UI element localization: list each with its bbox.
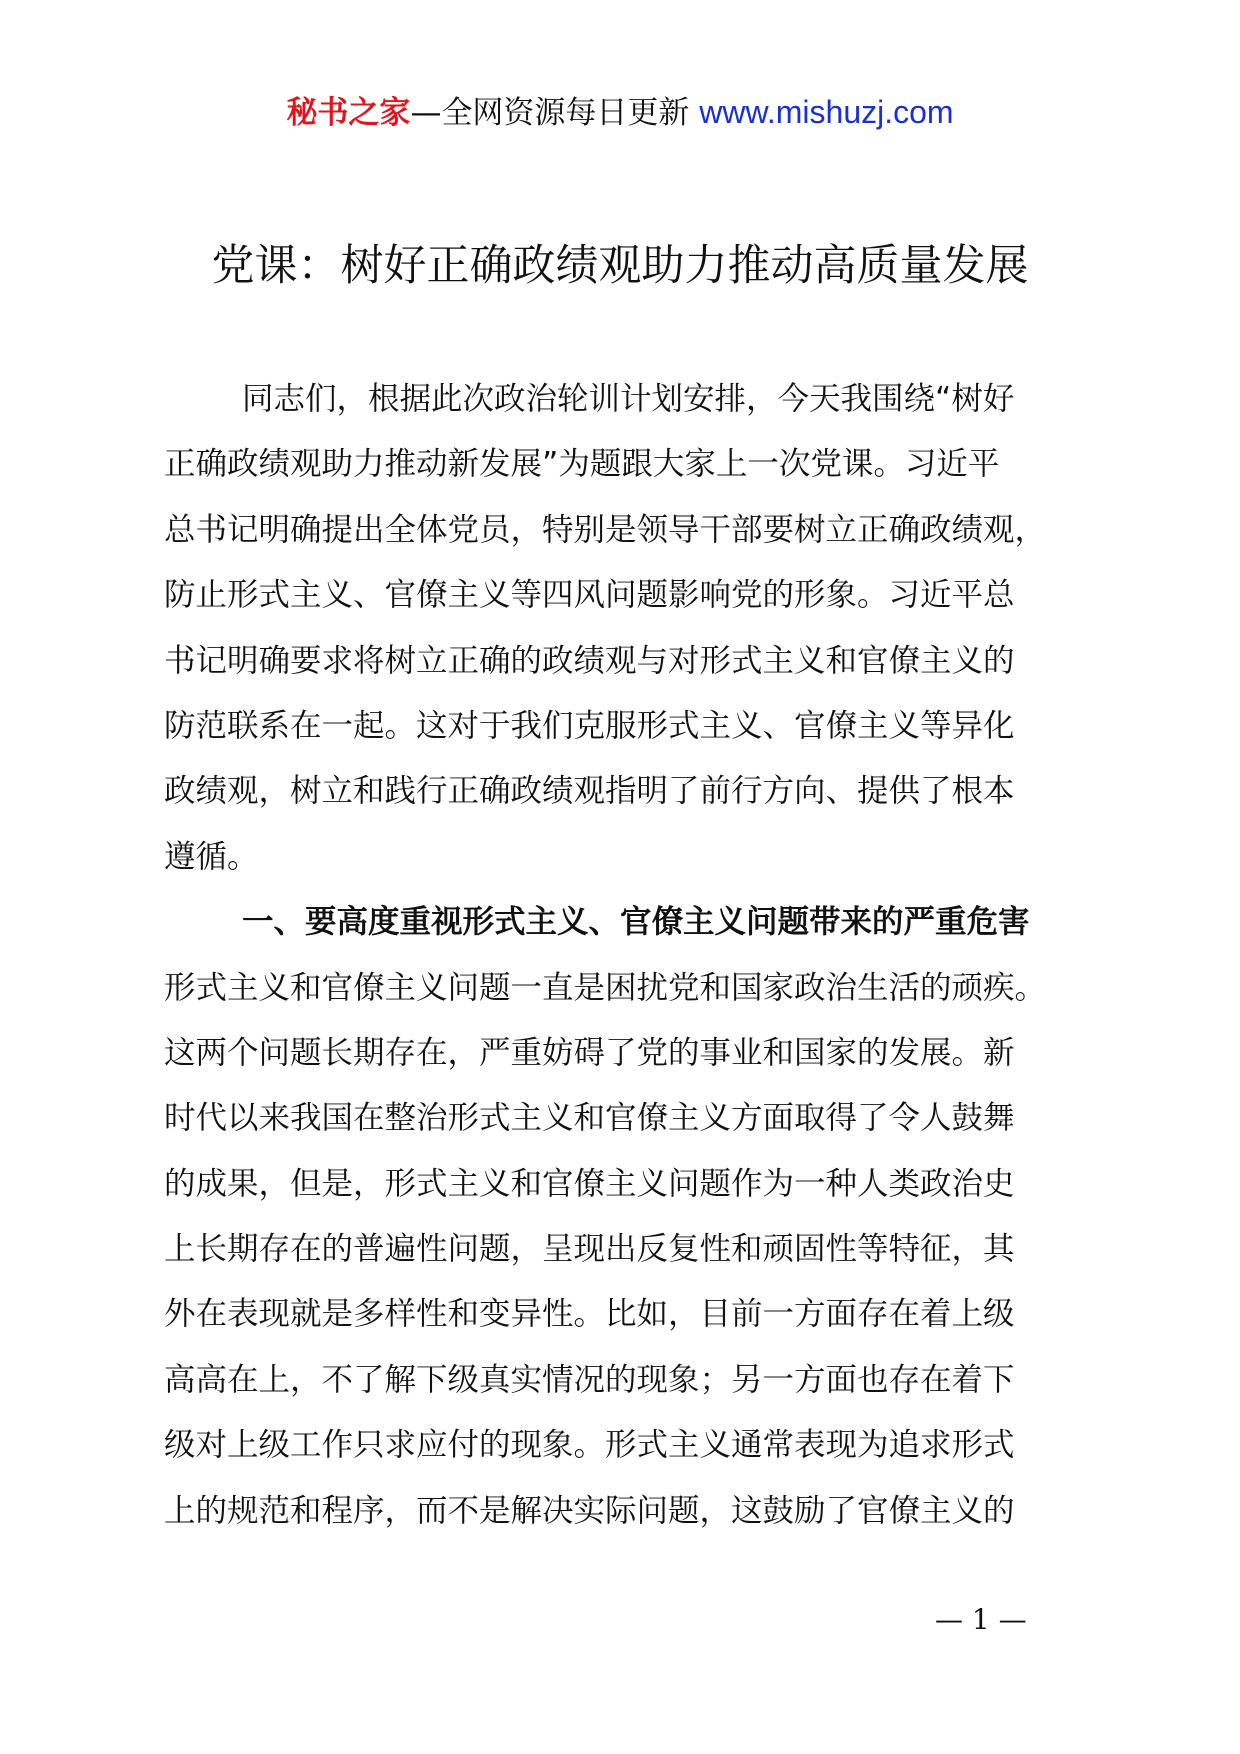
document-title: 党课：树好正确政绩观助力推动高质量发展: [211, 241, 1029, 291]
paragraph-line: 总书记明确提出全体党员，特别是领导干部要树立正确政绩观，: [164, 511, 1047, 548]
paragraph-line: 防止形式主义、官僚主义等四风问题影响党的形象。习近平总: [164, 577, 1015, 614]
site-brand: 秘书之家: [286, 95, 411, 131]
site-header: [0, 92, 1240, 133]
paragraph-line: 书记明确要求将树立正确的政绩观与对形式主义和官僚主义的: [164, 642, 1015, 679]
paragraph-line: 遵循。: [164, 838, 259, 875]
paragraph-line: 外在表现就是多样性和变异性。比如，目前一方面存在着上级: [164, 1296, 1015, 1333]
page-number: — 1 —: [935, 1603, 1027, 1636]
paragraph-line: 级对上级工作只求应付的现象。形式主义通常表现为追求形式: [164, 1427, 1015, 1464]
section-heading: 一、要高度重视形式主义、官僚主义问题带来的严重危害: [242, 904, 1030, 941]
paragraph-line: 上的规范和程序，而不是解决实际问题，这鼓励了官僚主义的: [164, 1492, 1015, 1529]
paragraph-line: 正确政绩观助力推动新发展”为题跟大家上一次党课。习近平: [164, 446, 1000, 483]
document-body: [164, 367, 1084, 1544]
paragraph-line: 的成果，但是，形式主义和官僚主义问题作为一种人类政治史: [164, 1165, 1015, 1202]
paragraph-line: 这两个问题长期存在，严重妨碍了党的事业和国家的发展。新: [164, 1034, 1015, 1071]
paragraph-line: 防范联系在一起。这对于我们克服形式主义、官僚主义等异化: [164, 707, 1015, 744]
site-slogan: —全网资源每日更新: [410, 95, 690, 131]
paragraph-line: 同志们，根据此次政治轮训计划安排，今天我围绕“树好: [242, 381, 1015, 417]
site-url-link[interactable]: www.mishuzj.com: [699, 94, 954, 130]
paragraph-line: 政绩观，树立和践行正确政绩观指明了前行方向、提供了根本: [164, 773, 1015, 810]
paragraph-line: 形式主义和官僚主义问题一直是困扰党和国家政治生活的顽疾。: [164, 969, 1047, 1006]
paragraph-line: 时代以来我国在整治形式主义和官僚主义方面取得了令人鼓舞: [164, 1100, 1015, 1137]
paragraph-line: 高高在上，不了解下级真实情况的现象；另一方面也存在着下: [164, 1361, 1015, 1398]
paragraph-line: 上长期存在的普遍性问题，呈现出反复性和顽固性等特征，其: [164, 1231, 1015, 1268]
